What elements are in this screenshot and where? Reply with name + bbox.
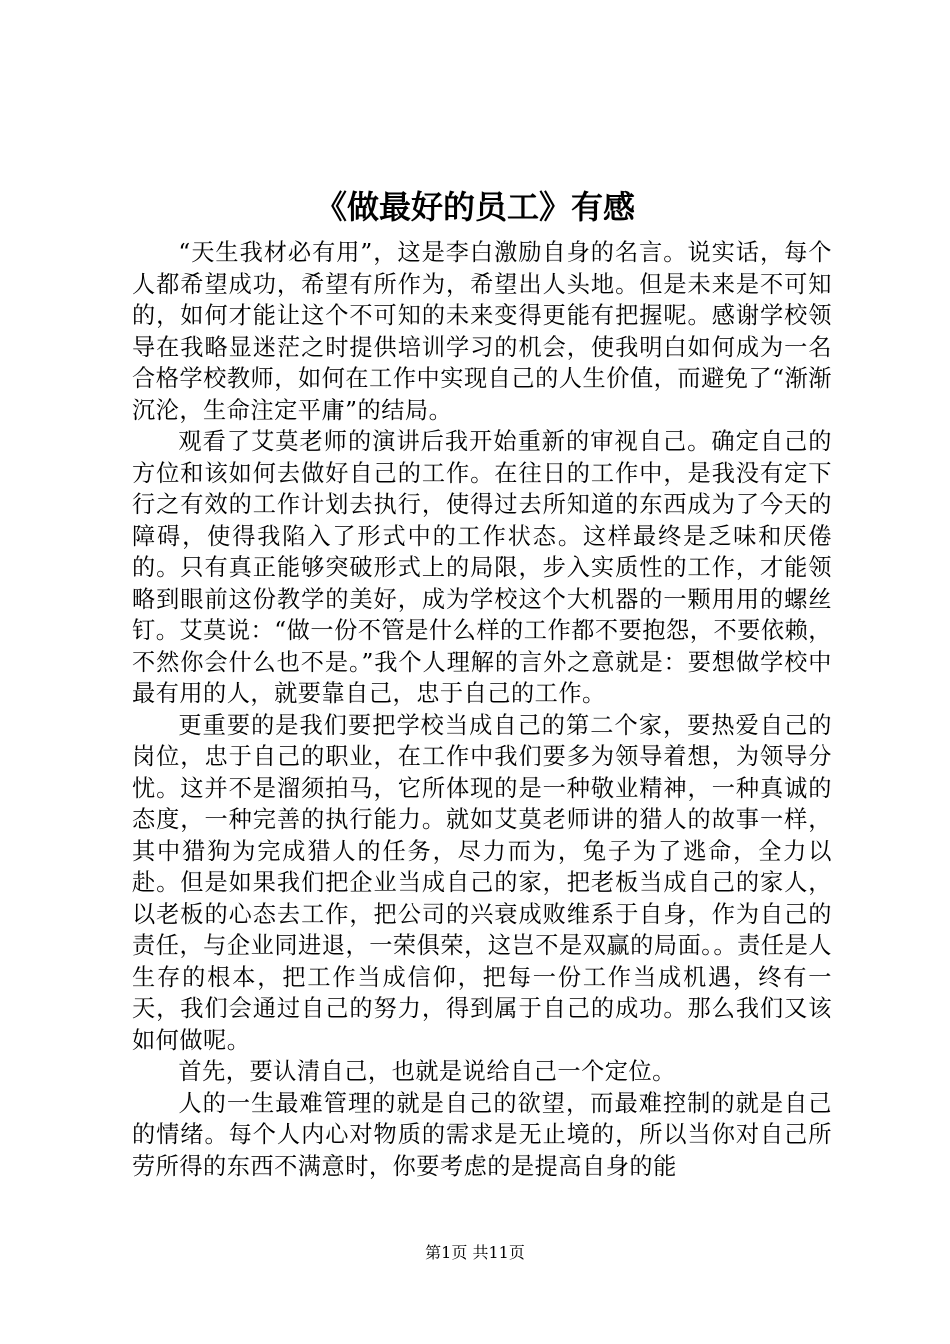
paragraph-2: 观看了艾莫老师的演讲后我开始重新的审视自己。确定自己的方位和该如何去做好自己的工作。在往日的工作中，是我没有定下行之有效的工作计划去执行，使得过去所知道的东西成为了今天的障碍，使得我陷入了形式中的工作状态。这样最终是乏味和厌倦的。只有真正能够突破形式上的局限，步入实质性的工作，才能领略到眼前这份教学的美好，成为学校这个大机器的一颗用用的螺丝钉。艾莫说：“做一份不管是什么样的工作都不要抱怨，不要依赖，不然你会什么也不是。”我个人理解的言外之意就是：要想做学校中最有用的人，就要靠自己，忠于自己的工作。	[132, 428, 832, 707]
document-body	[132, 237, 832, 1182]
page-total: 共11页	[472, 1243, 525, 1262]
paragraph-5: 人的一生最难管理的就是自己的欲望，而最难控制的就是自己的情绪。每个人内心对物质的需求是无止境的，所以当你对自己所劳所得的东西不满意时，你要考虑的是提高自身的能	[132, 1089, 832, 1180]
paragraph-4: 首先，要认清自己，也就是说给自己一个定位。	[178, 1058, 676, 1085]
page-footer	[0, 1241, 950, 1265]
page-number: 第1页	[425, 1243, 468, 1262]
document-title: 《做最好的员工》有感	[314, 188, 635, 226]
paragraph-1: “天生我材必有用”，这是李白激励自身的名言。说实话，每个人都希望成功，希望有所作为，希望出人头地。但是未来是不可知的，如何才能让这个不可知的未来变得更能有把握呢。感谢学校领导在我略显迷茫之时提供培训学习的机会，使我明白如何成为一名合格学校教师，如何在工作中实现自己的人生价值，而避免了“渐渐沉沦，生命注定平庸”的结局。	[132, 239, 832, 424]
paragraph-3: 更重要的是我们要把学校当成自己的第二个家，要热爱自己的岗位，忠于自己的职业，在工作中我们要多为领导着想，为领导分忧。这并不是溜须拍马，它所体现的是一种敬业精神，一种真诚的态度，一种完善的执行能力。就如艾莫老师讲的猎人的故事一样，其中猎狗为完成猎人的任务，尽力而为，兔子为了逃命，全力以赴。但是如果我们把企业当成自己的家，把老板当成自己的家人，以老板的心态去工作，把公司的兴衰成败维系于自身，作为自己的责任，与企业同进退，一荣俱荣，这岂不是双赢的局面。。责任是人生存的根本，把工作当成信仰，把每一份工作当成机遇，终有一天，我们会通过自己的努力，得到属于自己的成功。那么我们又该如何做呢。	[132, 711, 832, 1054]
